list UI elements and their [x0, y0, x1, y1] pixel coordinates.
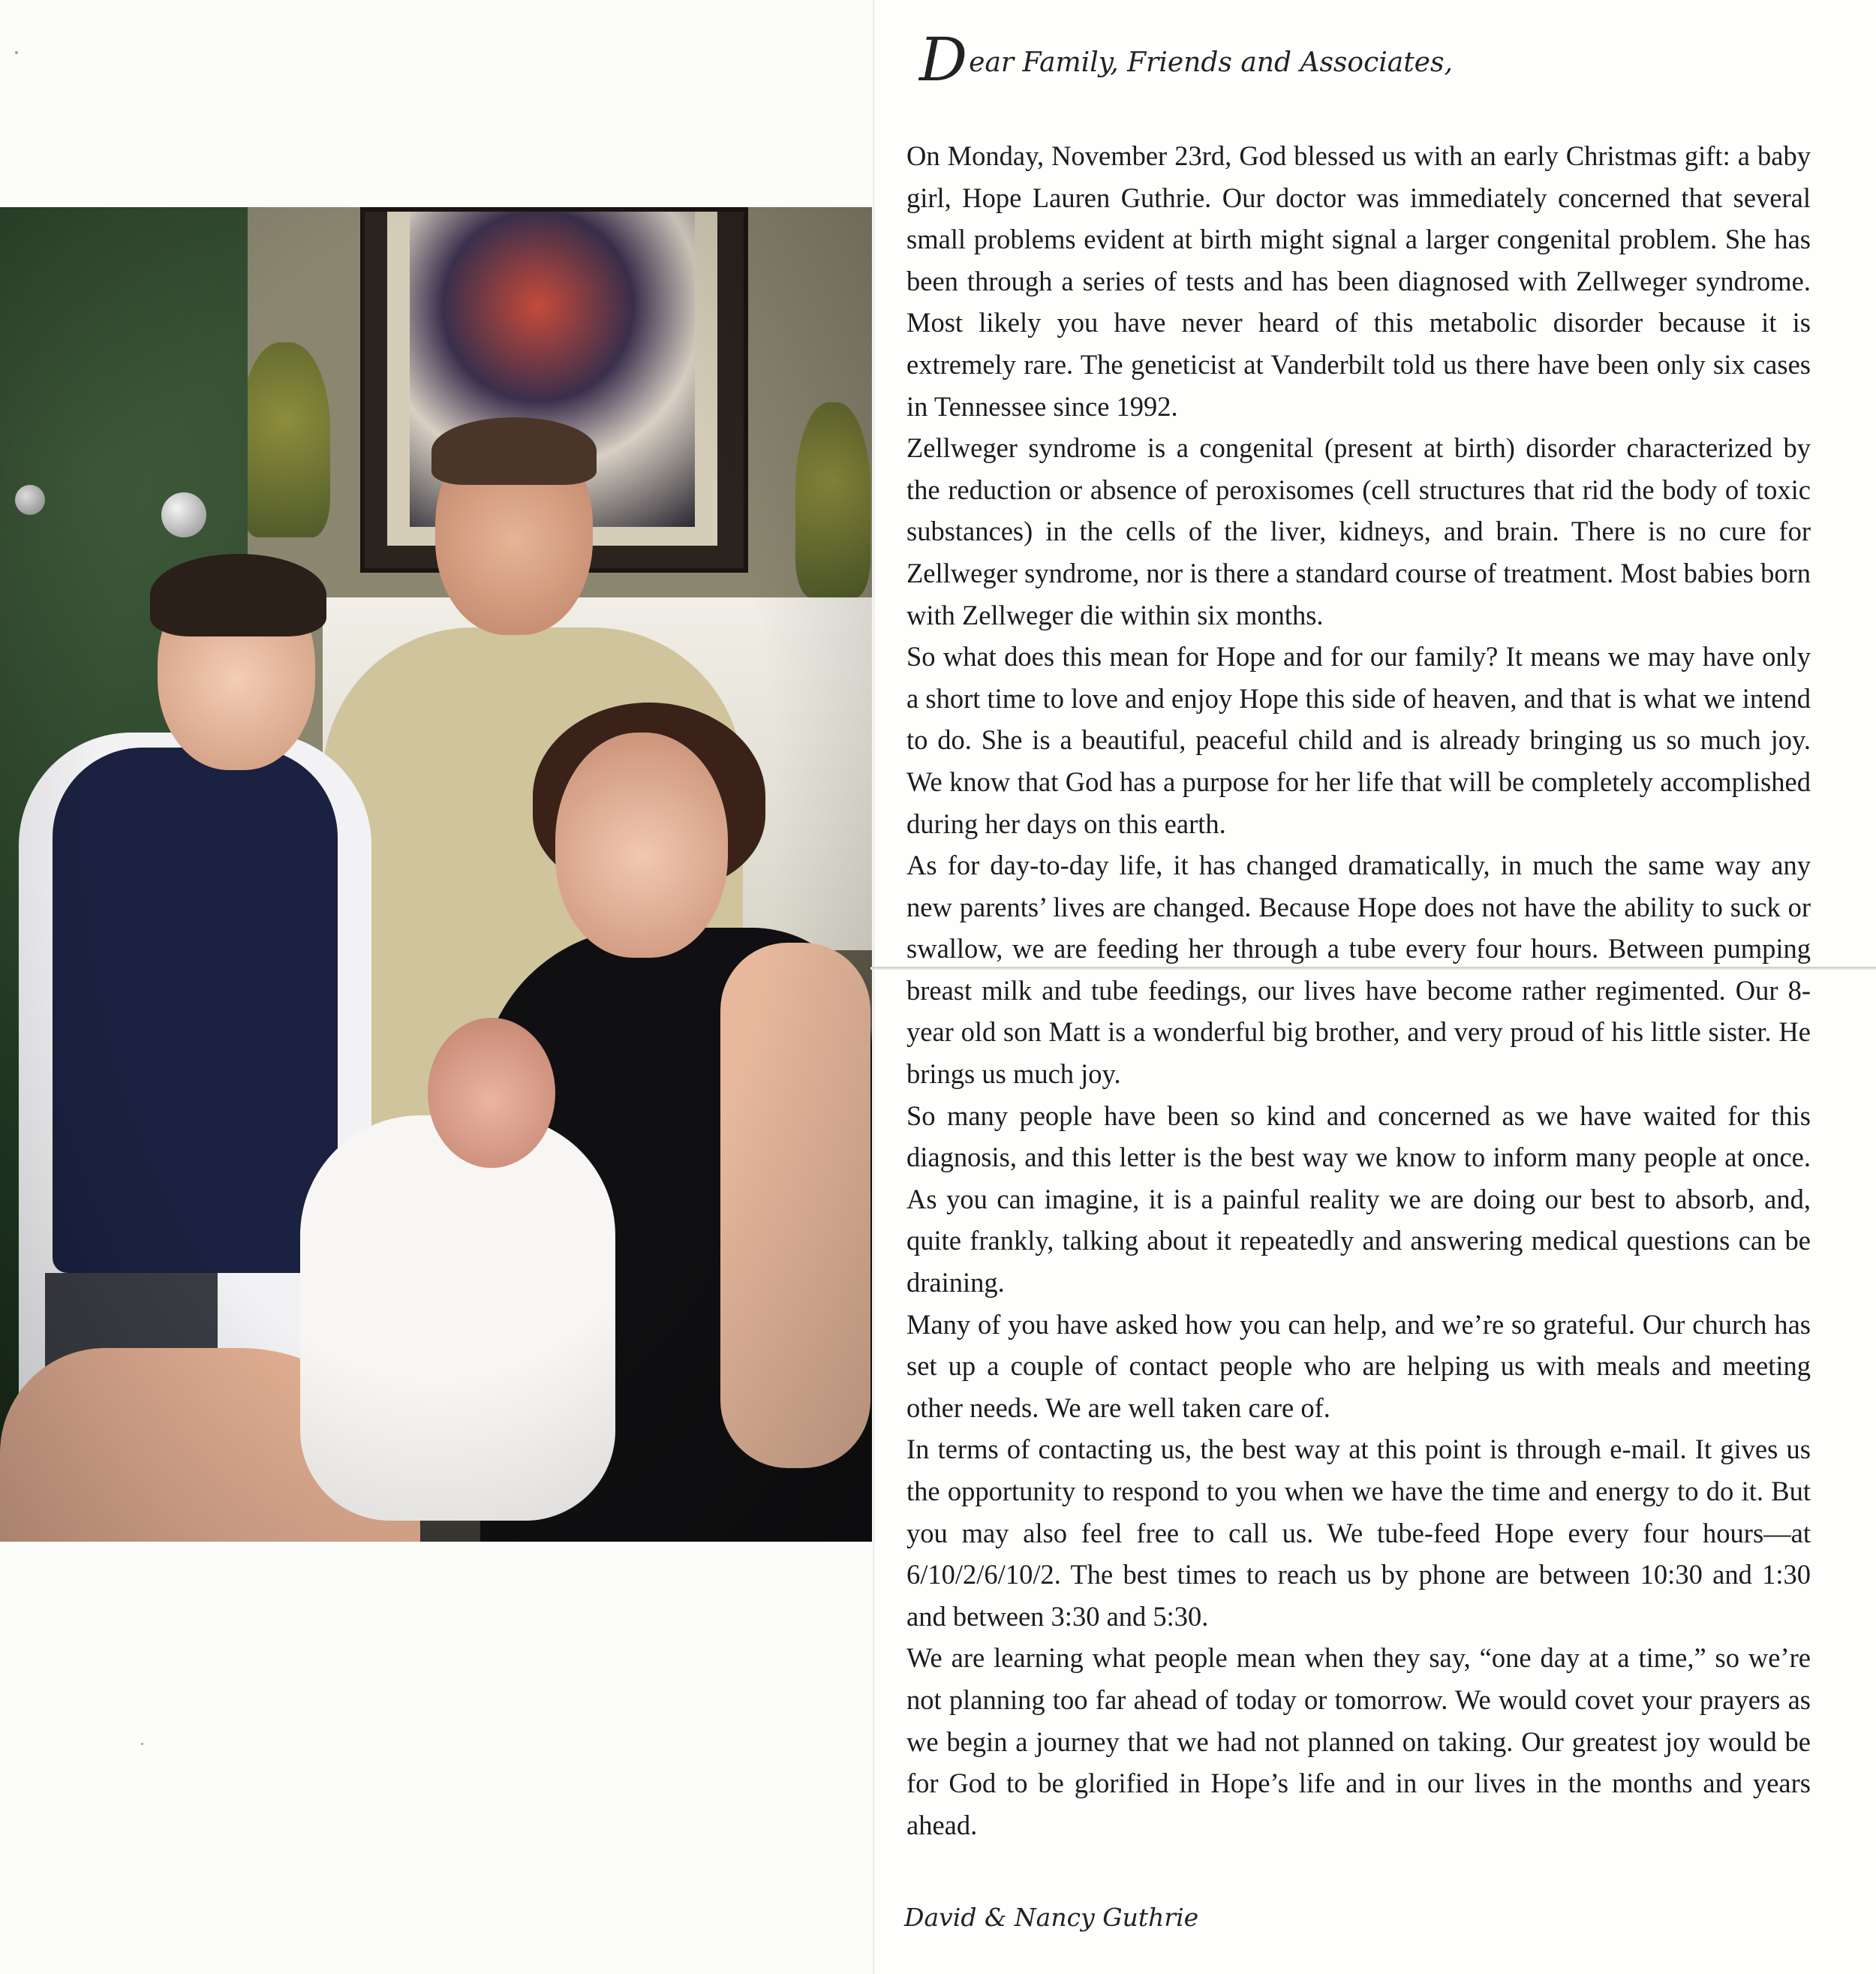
paragraph: Zellweger syndrome is a congenital (present at birth) disorder characterized by the reduction or absence of peroxisomes (cell structures that rid the body of toxic substances) in the cells of the liver, kidneys, and brain. There is no cure for Zellweger syndrome, nor is there a standard course of treatment. Most babies born with Zellweger die within six months. [906, 432, 1811, 630]
paragraph: So what does this mean for Hope and for our family? It means we may have only a short time to love and enjoy Hope this side of heaven, and that is what we intend to do. She is a beautiful, peaceful child and is already bringing us so much joy. We know that God has a purpose for her life that will be completely accomplished during her days on this earth. [906, 641, 1811, 839]
letter-body [906, 135, 1811, 1846]
paragraph: On Monday, November 23rd, God blessed us with an early Christmas gift: a baby girl, Hope Lauren Guthrie. Our doctor was immediately concerned that several small problems evident at birth might signal a larger congenital problem. She has been through a series of tests and has been diagnosed with Zellweger syndrome. Most likely you have never heard of this metabolic disorder because it is extremely rare. The geneticist at Vanderbilt told us there have been only six cases in Tennessee since 1992. [906, 140, 1811, 422]
paragraph: As for day-to-day life, it has changed dramatically, in much the same way any new parents’ lives are changed. Because Hope does not have the ability to suck or swallow, we are feeding her through a tube every four hours. Between pumping breast milk and tube feedings, our lives have become rather regimented. Our 8-year old son Matt is a wonderful big brother, and very proud of his little sister. He brings us much joy. [906, 850, 1811, 1090]
paragraph: We are learning what people mean when they say, “one day at a time,” so we’re not planning too far ahead of today or tomorrow. We would covet your prayers as we begin a journey that we had not planned on taking. Our greatest joy would be for God to be glorified in Hope’s life and in our lives in the months and years ahead. [906, 1642, 1811, 1840]
drop-cap: D [919, 25, 968, 95]
salutation [919, 25, 1745, 95]
page-fold [873, 0, 875, 1974]
paper-crease [870, 967, 1876, 970]
dust-speck [141, 1743, 143, 1745]
photo-vignette [0, 207, 872, 1542]
paragraph: In terms of contacting us, the best way at this point is through e-mail. It gives us the opportunity to respond to you when we have the time and energy to do it. But you may also feel free to call us. We tube-feed Hope every four hours—at 6/10/2/6/10/2. The best times to reach us by phone are between 10:30 and 1:30 and between 3:30 and 5:30. [906, 1434, 1811, 1632]
salutation-text: ear Family, Friends and Associates, [969, 47, 1453, 78]
paragraph: Many of you have asked how you can help, and we’re so grateful. Our church has set up a couple of contact people who are helping us with meals and meeting other needs. We are well taken care of. [906, 1308, 1811, 1423]
family-photo [0, 207, 872, 1542]
dust-speck [15, 51, 18, 54]
paragraph: So many people have been so kind and concerned as we have waited for this diagnosis, and this letter is the best way we know to inform many people at once. As you can imagine, it is a painful reality we are doing our best to absorb, and, quite frankly, talking about it repeatedly and answering medical questions can be draining. [906, 1100, 1811, 1298]
signature: David & Nancy Guthrie [904, 1903, 1199, 1932]
